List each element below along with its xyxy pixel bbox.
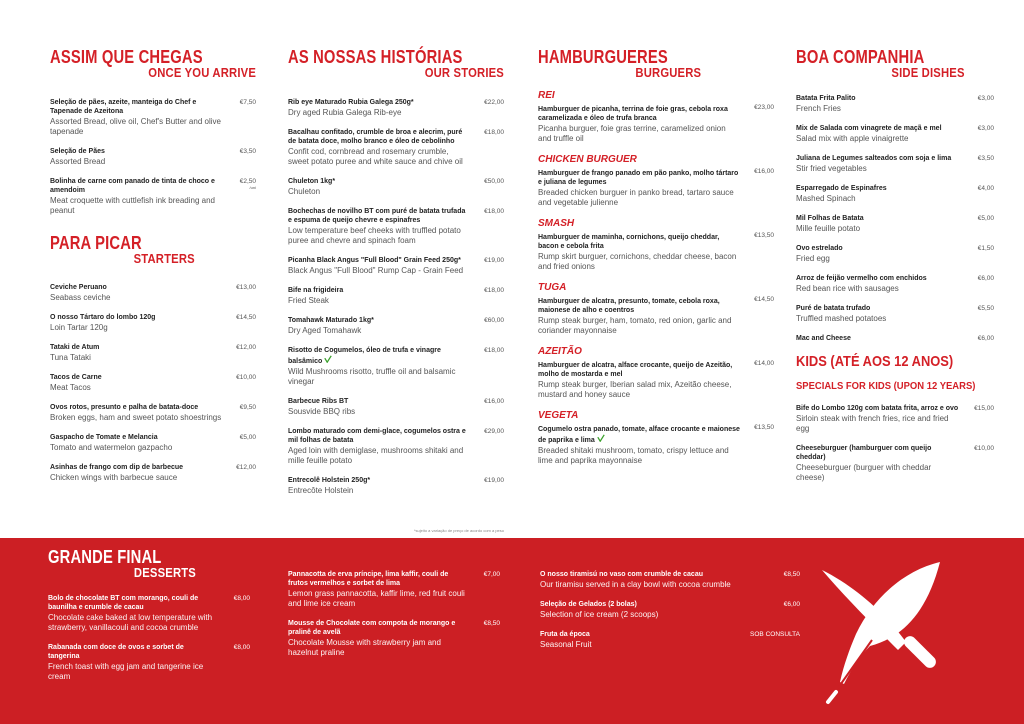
column-sides-kids [796,48,994,493]
kids-list [796,404,994,483]
dish-price: €3,50 [239,147,256,155]
dish-description: Dry Aged Tomahawk [288,325,362,335]
menu-item [538,346,774,400]
menu-item [50,373,256,393]
menu-item [288,207,504,246]
dish-name: Juliana de Legumes salteados com soja e lima [796,154,952,162]
dish-description: Assorted Bread [50,156,106,166]
menu-item [796,214,994,234]
dish-description: Truffled mashed potatoes [796,313,887,323]
dish-description: Meat croquette with cuttlefish ink breading and peanut [50,195,215,215]
stories-note: *sujeito a variação de preço de acordo com a peso [413,528,504,533]
dish-description: Sousvide BBQ ribs [288,406,356,416]
menu-item [796,244,994,264]
dish-description: Loin Tartar 120g [50,323,108,332]
dish-price: SOB CONSULTA [750,631,800,638]
menu-item [50,433,256,453]
dish-price: €2,50 /uni [239,177,256,190]
dish-name: Bochechas de novilho BT com puré de batata trufada e espuma de queijo chevre e espinafres [288,207,466,224]
dish-price: €10,00 [974,444,994,452]
dish-price: €18,00 [484,128,504,136]
burgers-heading: HAMBURGUERES BURGUERS [538,47,702,80]
dish-price: €16,00 [754,167,774,175]
menu-item [538,90,774,144]
dish-price: €5,00 [977,214,994,222]
arrive-list [50,98,256,216]
dish-price: €7,00 [483,571,500,578]
dish-description: Our tiramisu served in a clay bowl with cocoa crumble [540,580,731,589]
dish-description: Sirloin steak with french fries, rice and fried egg [796,413,949,433]
stories-list [288,98,504,496]
dish-name: Tataki de Atum [50,344,100,351]
menu-item [288,286,504,306]
dish-description: Seasonal Fruit [540,640,592,649]
dish-price: €50,00 [484,177,504,185]
column-stories [288,47,504,533]
dish-description: Mille feuille potato [796,223,861,233]
dish-description: Rump skirt burguer, cornichons, cheddar cheese, bacon and fried onions [538,251,737,271]
dish-description: Tomato and watermelon gazpacho [50,443,173,452]
dish-price: €29,00 [484,427,504,435]
menu-item [796,444,994,483]
menu-item [796,94,994,114]
menu-item [288,98,504,118]
dish-price: €5,00 [239,434,256,441]
dish-price: €18,00 [484,207,504,215]
dish-name: Fruta da época [540,631,590,638]
menu-item [538,218,774,272]
desserts-heading: GRANDE FINAL DESSERTS [48,547,196,580]
dish-name: Picanha Black Angus "Full Blood" Grain Feed 250g* [288,256,461,264]
dish-price: €12,00 [236,464,256,471]
dish-price: €14,50 [236,314,256,321]
dish-name: Tomahawk Maturado 1kg* [288,316,374,324]
menu-item [796,404,994,434]
arrive-heading: ASSIM QUE CHEGAS ONCE YOU ARRIVE [50,47,256,80]
dish-name: Bife na frigideira [288,286,344,294]
dish-description: Breaded shitaki mushroom, tomato, crispy lettuce and lime and paprika mayonnaise [538,445,729,465]
dish-name: Arroz de feijão vermelho com enchidos [796,274,927,282]
dish-name: Mil Folhas de Batata [796,214,864,222]
dish-price: €8,50 [483,620,500,627]
dish-name: Barbecue Ribs BT [288,397,349,405]
dish-description: Low temperature beef cheeks with truffled potato puree and chevre and spinach foam [288,225,461,245]
dish-price: €7,50 [239,98,256,106]
dish-name: Esparregado de Espinafres [796,184,887,192]
menu-item [540,630,800,650]
dish-name: Chuleton 1kg* [288,177,336,185]
dish-name: Mousse de Chocolate com compota de morango e pralinê de avelã [288,620,456,636]
knife-and-feather-icon [814,556,954,706]
dessert-band [0,538,1024,724]
dish-name: Batata Frita Palito [796,94,856,102]
dish-description: Seabass ceviche [50,293,111,302]
dish-name: Bolo de chocolate BT com morango, couli de baunilha e crumble de cacau [48,595,199,611]
menu-item [288,619,500,658]
dish-name: Tacos de Carne [50,374,102,381]
dish-name: Ovo estrelado [796,244,843,252]
kids-heading: KIDS (ATÉ AOS 12 ANOS) [796,352,954,370]
dish-name: O nosso Tártaro do lombo 120g [50,314,156,321]
dish-price: €6,00 [977,274,994,282]
dish-name: Cogumelo ostra panado, tomate, alface crocante e maionese de paprika e lima [538,425,740,444]
menu-item [50,147,256,167]
dish-price: €16,00 [484,397,504,405]
vegan-leaf-icon [324,355,332,363]
dish-description: Broken eggs, ham and sweet potato shoestrings [50,413,222,422]
dish-price: €8,00 [233,595,250,602]
dish-name: Lombo maturado com demi-glace, cogumelos ostra e mil folhas de batata [288,427,466,444]
dish-description: Lemon grass pannacotta, kaffir lime, red fruit couli and lime ice cream [288,589,465,608]
dish-description: Chocolate cake baked at low temperature with strawberry, vanillacouli and cocoa crumble [48,613,213,632]
dish-description: Chicken wings with barbecue sauce [50,473,178,482]
menu-item [288,256,504,276]
dish-description: French toast with egg jam and tangerine ice cream [48,662,204,681]
dish-price: €13,50 [754,231,774,239]
menu-item [540,600,800,620]
dish-name: Bife do Lombo 120g com batata frita, arroz e ovo [796,404,959,412]
dish-name: Pannacotta de erva príncipe, lima kaffir, couli de frutos vermelhos e sorbet de lima [288,571,449,587]
menu-item [538,410,774,466]
menu-item [796,124,994,144]
dish-price: €18,00 [484,286,504,294]
burger-name: SMASH [538,217,575,229]
dish-description: Breaded chicken burguer in panko bread, tartaro sauce and vegetable julienne [538,187,734,207]
dish-price: €8,50 [783,571,800,578]
dish-price: €6,00 [783,601,800,608]
dish-name: Mix de Salada com vinagrete de maçã e mel [796,124,942,132]
dish-description: Selection of ice cream (2 scoops) [540,610,659,619]
menu-item [50,313,256,333]
dish-name: Hamburguer de picanha, terrina de foie gras, cebola roxa caramelizada e óleo de trufa branca [538,105,728,122]
dish-description: French Fries [796,103,841,113]
dish-description: Dry aged Rubia Galega Rib-eye [288,107,402,117]
dish-description: Cheeseburguer (burguer with cheddar cheese) [796,462,932,482]
menu-item [50,283,256,303]
dish-price: €3,00 [977,94,994,102]
dish-price: €3,00 [977,124,994,132]
menu-item [288,476,504,496]
menu-item [796,154,994,174]
menu-item [50,463,256,483]
dish-name: Seleção de pães, azeite, manteiga do Chef e Tapenade de Azeitona [50,98,197,115]
dish-price: €13,00 [236,284,256,291]
burger-name: REI [538,89,555,101]
starters-heading: PARA PICAR STARTERS [50,232,195,266]
stories-heading: AS NOSSAS HISTÓRIAS OUR STORIES [288,47,504,80]
menu-item [288,316,504,336]
menu-item [796,334,994,343]
menu-item [48,594,250,633]
sides-heading: BOA COMPANHIA SIDE DISHES [796,47,965,80]
menu-item [288,128,504,167]
dish-description: Chuleton [288,186,321,196]
dish-price: €14,50 [754,295,774,303]
dish-name: Rabanada com doce de ovos e sorbet de tangerina [48,644,184,660]
menu-item [540,570,800,590]
dish-description: Confit cod, cornbread and rosemary crumble, sweet potato puree and white sauce and chive oil [288,146,463,166]
dish-description: Stir fried vegetables [796,163,867,173]
menu-item [50,343,256,363]
dish-name: Seleção de Pães [50,147,105,155]
dish-name: Mac and Cheese [796,334,851,342]
desserts-list-3 [540,570,800,660]
dish-price: €12,00 [236,344,256,351]
dish-price: €18,00 [484,346,504,354]
dish-name: Seleção de Gelados (2 bolas) [540,601,637,608]
dish-price: €22,00 [484,98,504,106]
dish-name: Rib eye Maturado Rubia Galega 250g* [288,98,414,106]
menu-item [288,397,504,417]
dish-price: €60,00 [484,316,504,324]
menu-item [288,570,500,609]
dish-name: Hamburguer de frango panado em pão panko, molho tártaro e juliana de legumes [538,169,739,186]
dish-description: Salad mix with apple vinaigrette [796,133,909,143]
dish-price: €23,00 [754,103,774,111]
dish-description: Tuna Tataki [50,353,91,362]
dish-description: Chocolate Mousse with strawberry jam and hazelnut praline [288,638,441,657]
dish-description: Rump steak burger, Iberian salad mix, Azeitão cheese, mustard and honey sauce [538,379,732,399]
burger-name: CHICKEN BURGUER [538,153,637,165]
menu-item [796,274,994,294]
dish-price: €5,50 [977,304,994,312]
dish-price: €4,00 [977,184,994,192]
starters-list [50,283,256,483]
menu-item [288,177,504,197]
dish-description: Wild Mushrooms risotto, truffle oil and balsamic vinegar [288,366,456,386]
menu-item [538,154,774,208]
dish-description: Meat Tacos [50,383,91,392]
menu-item [50,403,256,423]
burger-name: VEGETA [538,409,579,421]
menu-item [50,177,256,216]
dish-price: €1,50 [977,244,994,252]
burger-name: TUGA [538,281,567,293]
dish-price: €6,00 [977,334,994,342]
column-arrive-starters [50,48,256,493]
menu-item [538,282,774,336]
dish-name: Puré de batata trufado [796,304,871,312]
column-burgers [538,48,774,476]
dish-name: Hamburguer de maminha, cornichons, queijo cheddar, bacon e cebola frita [538,233,720,250]
dish-price: €13,50 [754,423,774,431]
dish-description: Entrecôte Holstein [288,485,354,495]
dish-price: €8,00 [233,644,250,651]
menu-item [288,346,504,387]
dish-price: €19,00 [484,256,504,264]
dish-name: Bacalhau confitado, crumble de broa e alecrim, puré de batata doce, molho branco e óleo de cebolinho [288,128,463,145]
dish-name: Bolinha de carne com panado de tinta de choco e amendoim [50,177,215,194]
dish-description: Fried Steak [288,295,329,305]
dish-name: Ceviche Peruano [50,284,107,291]
dish-description: Aged loin with demiglase, mushrooms shitaki and mille feuille potato [288,445,464,465]
dish-description: Black Angus "Full Blood" Rump Cap - Grain Feed [288,265,464,275]
dish-name: Hamburguer de alcatra, alface crocante, queijo de Azeitão, molho de mostarda e mel [538,361,733,378]
menu-item [796,304,994,324]
dish-description: Assorted Bread, olive oil, Chef's Butter and olive tapenade [50,116,221,136]
dish-description: Picanha burguer, foie gras terrine, caramelized onion and truffle oil [538,123,726,143]
vegan-leaf-icon [597,434,605,442]
dish-price: €9,50 [239,404,256,411]
kids-subheading: SPECIALS FOR KIDS (UPON 12 YEARS) [796,379,976,392]
dish-description: Mashed Spinach [796,193,856,203]
dish-name: Risotto de Cogumelos, óleo de trufa e vinagre balsâmico [288,346,441,365]
dish-description: Fried egg [796,253,830,263]
desserts-list-1 [48,594,250,692]
dish-price: €10,00 [236,374,256,381]
dish-name: Ovos rotos, presunto e palha de batata-doce [50,404,199,411]
dish-name: Hamburguer de alcatra, presunto, tomate, cebola roxa, maionese de alho e coentros [538,297,720,314]
dish-price: €14,00 [754,359,774,367]
dish-name: O nosso tiramisú no vaso com crumble de cacau [540,571,703,578]
menu-item [288,427,504,466]
desserts-list-2 [288,570,500,668]
dish-price: €3,50 [977,154,994,162]
dish-price: €15,00 [974,404,994,412]
menu-item [50,98,256,137]
dish-name: Entrecolê Holstein 250g* [288,476,371,484]
dish-description: Rump steak burger, ham, tomato, red onion, garlic and coriander mayonnaise [538,315,732,335]
dish-name: Gaspacho de Tomate e Melancia [50,434,158,441]
dish-price: €19,00 [484,476,504,484]
dish-name: Cheeseburguer (hamburguer com queijo cheddar) [796,444,932,461]
burger-name: AZEITÃO [538,345,582,357]
dish-description: Red bean rice with sausages [796,283,899,293]
dish-name: Asinhas de frango com dip de barbecue [50,464,184,471]
sides-list [796,94,994,343]
burgers-list [538,90,774,466]
menu-item [48,643,250,682]
menu-item [796,184,994,204]
